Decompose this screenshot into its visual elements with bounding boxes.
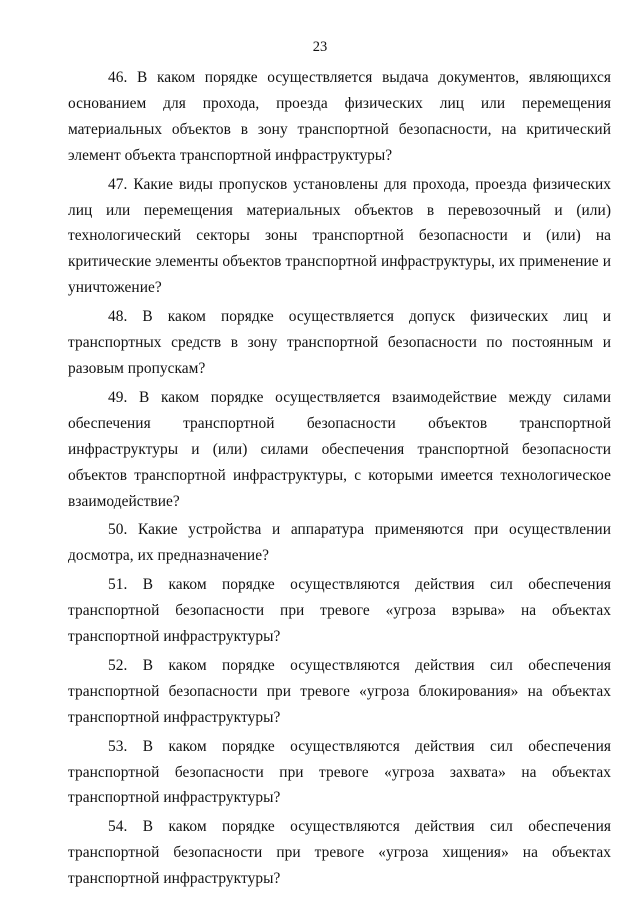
question-50: 50. Какие устройства и аппаратура применяются при осуществлении досмотра, их предназначение? <box>68 521 611 565</box>
question-list <box>68 65 611 892</box>
question-47: 47. Какие виды пропусков установлены для прохода, проезда физических лиц или перемещения материальных объектов в перевозочный и (или) технологический секторы зоны транспортной безопасности и (или) на критические элементы объектов транспортной инфраструктуры, их применение и уничтожение? <box>68 175 611 297</box>
question-49: 49. В каком порядке осуществляется взаимодействие между силами обеспечения транспортной безопасности объектов транспортной инфраструктуры и (или) силами обеспечения транспортной безопасности объектов транспортной инфраструктуры, с которыми имеется технологическое взаимодействие? <box>68 388 611 510</box>
question-48: 48. В каком порядке осуществляется допуск физических лиц и транспортных средств в зону транспортной безопасности по постоянным и разовым пропускам? <box>68 308 611 377</box>
question-51: 51. В каком порядке осуществляются действия сил обеспечения транспортной безопасности при тревоге «угроза взрыва» на объектах транспортной инфраструктуры? <box>68 576 611 646</box>
question-52: 52. В каком порядке осуществляются действия сил обеспечения транспортной безопасности при тревоге «угроза блокирования» на объектах транспортной инфраструктуры? <box>68 656 611 726</box>
question-53: 53. В каком порядке осуществляются действия сил обеспечения транспортной безопасности при тревоге «угроза захвата» на объектах транспортной инфраструктуры? <box>68 737 611 807</box>
question-54: 54. В каком порядке осуществляются действия сил обеспечения транспортной безопасности при тревоге «угроза хищения» на объектах транспортной инфраструктуры? <box>68 818 611 888</box>
question-46: 46. В каком порядке осуществляется выдача документов, являющихся основанием для прохода, проезда физических лиц или перемещения материальных объектов в зону транспортной безопасности, на критический элемент объекта транспортной инфраструктуры? <box>68 69 611 164</box>
page-number: 23 <box>312 39 328 55</box>
